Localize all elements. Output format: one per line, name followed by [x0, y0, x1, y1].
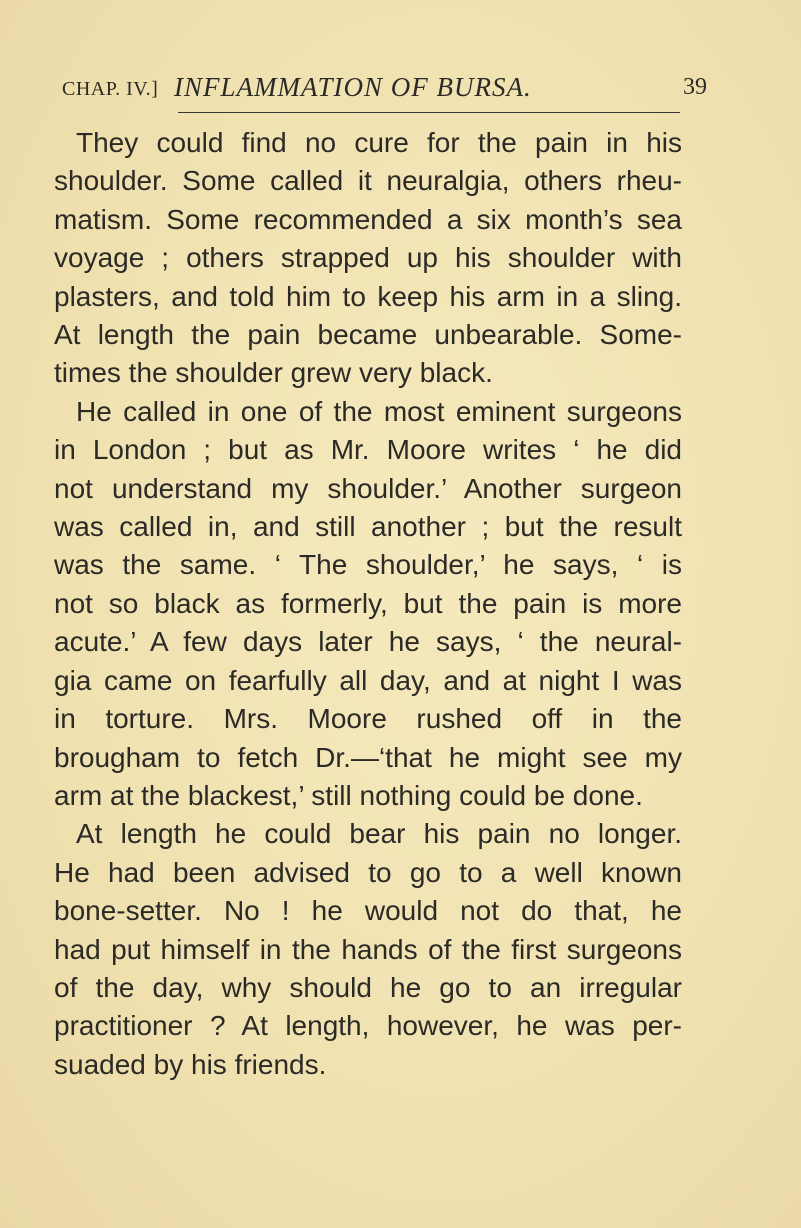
text-line: times the shoulder grew very black.: [54, 357, 493, 389]
text-line: At length the pain became unbearable. Some-: [54, 319, 682, 351]
chapter-label: CHAP. IV.]: [62, 78, 159, 100]
text-line: acute.’ A few days later he says, ‘ the neural-: [54, 626, 682, 658]
body-text: [54, 124, 682, 1084]
text-line: bone-setter. No ! he would not do that, he: [54, 895, 682, 927]
text-line: shoulder. Some called it neuralgia, others rheu-: [54, 165, 682, 197]
paragraph-3: [54, 815, 682, 1084]
paragraph-2: [54, 393, 682, 815]
header-rule: [178, 112, 680, 113]
text-line: in torture. Mrs. Moore rushed off in the: [54, 703, 682, 735]
text-line: had put himself in the hands of the first surgeons: [54, 933, 682, 965]
text-line: He had been advised to go to a well known: [54, 856, 682, 888]
text-line: was called in, and still another ; but the result: [54, 511, 682, 543]
text-line: of the day, why should he go to an irregular: [54, 971, 682, 1003]
text-line: matism. Some recommended a six month’s sea: [54, 203, 682, 235]
text-line: plasters, and told him to keep his arm in a sling.: [54, 280, 682, 312]
text-line: brougham to fetch Dr.—‘that he might see my: [54, 741, 682, 773]
text-line: not understand my shoulder.’ Another surgeon: [54, 472, 682, 504]
text-line: He called in one of the most eminent surgeons: [76, 395, 682, 427]
paragraph-1: [54, 124, 682, 393]
text-line: They could find no cure for the pain in his: [76, 127, 682, 158]
page-number: 39: [683, 74, 707, 100]
text-line: voyage ; others strapped up his shoulder with: [54, 242, 682, 274]
running-head: [62, 70, 707, 110]
text-line: practitioner ? At length, however, he was per-: [54, 1010, 682, 1042]
text-line: At length he could bear his pain no longer.: [76, 818, 682, 850]
text-line: gia came on fearfully all day, and at night I was: [54, 664, 682, 696]
text-line: suaded by his friends.: [54, 1048, 327, 1080]
text-line: not so black as formerly, but the pain is more: [54, 587, 682, 619]
text-line: was the same. ‘ The shoulder,’ he says, ‘ is: [54, 549, 682, 581]
text-line: in London ; but as Mr. Moore writes ‘ he did: [54, 434, 682, 466]
running-title: INFLAMMATION OF BURSA.: [174, 72, 532, 102]
text-line: arm at the blackest,’ still nothing could be done.: [54, 779, 643, 811]
